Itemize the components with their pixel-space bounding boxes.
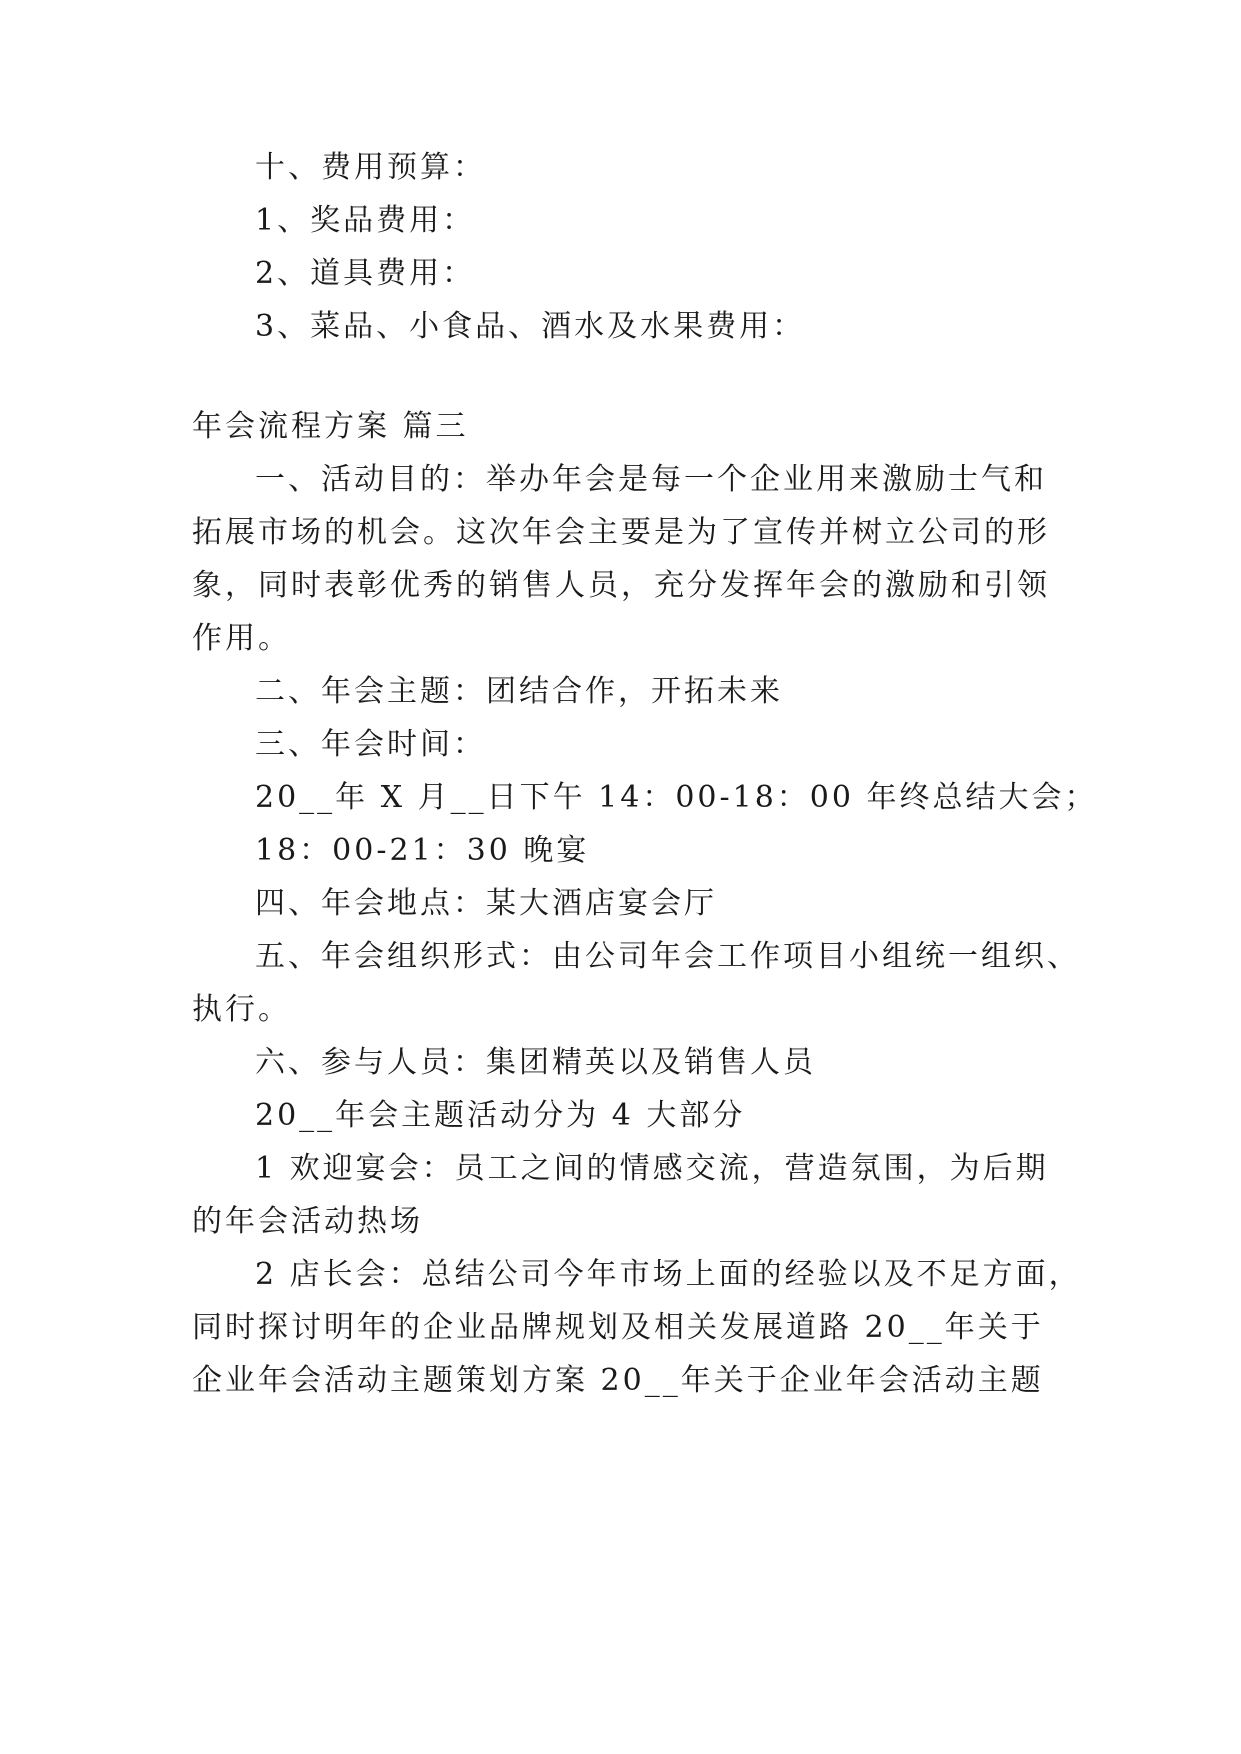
time-line-1: 20__年 X 月__日下午 14：00-18：00 年终总结大会； xyxy=(255,780,1098,815)
purpose-line-4: 作用。 xyxy=(192,621,291,656)
budget-item-prizes: 1、奖品费用： xyxy=(255,203,476,238)
participants-line: 六、参与人员：集团精英以及销售人员 xyxy=(255,1045,816,1080)
purpose-line-3: 象，同时表彰优秀的销售人员，充分发挥年会的激励和引领 xyxy=(192,568,1050,603)
organization-line-1: 五、年会组织形式：由公司年会工作项目小组统一组织、 xyxy=(255,939,1080,974)
parts-intro-line: 20__年会主题活动分为 4 大部分 xyxy=(255,1098,746,1133)
organization-line-2: 执行。 xyxy=(192,992,291,1027)
time-line-2: 18：00-21：30 晚宴 xyxy=(255,833,590,868)
location-line: 四、年会地点：某大酒店宴会厅 xyxy=(255,886,717,921)
purpose-line-2: 拓展市场的机会。这次年会主要是为了宣传并树立公司的形 xyxy=(192,515,1050,550)
budget-heading: 十、费用预算： xyxy=(255,150,486,185)
budget-item-food-drinks: 3、菜品、小食品、酒水及水果费用： xyxy=(255,309,806,344)
budget-item-props: 2、道具费用： xyxy=(255,256,476,291)
part2-line-3: 企业年会活动主题策划方案 20__年关于企业年会活动主题 xyxy=(192,1363,1044,1398)
part2-line-1: 2 店长会：总结公司今年市场上面的经验以及不足方面， xyxy=(255,1257,1082,1292)
part1-line-1: 1 欢迎宴会：员工之间的情感交流，营造氛围，为后期 xyxy=(255,1151,1049,1186)
time-heading: 三、年会时间： xyxy=(255,727,486,762)
purpose-line-1: 一、活动目的：举办年会是每一个企业用来激励士气和 xyxy=(255,462,1047,497)
part1-line-2: 的年会活动热场 xyxy=(192,1204,423,1239)
section-title: 年会流程方案 篇三 xyxy=(192,409,469,444)
theme-line: 二、年会主题：团结合作，开拓未来 xyxy=(255,674,783,709)
part2-line-2: 同时探讨明年的企业品牌规划及相关发展道路 20__年关于 xyxy=(192,1310,1044,1345)
